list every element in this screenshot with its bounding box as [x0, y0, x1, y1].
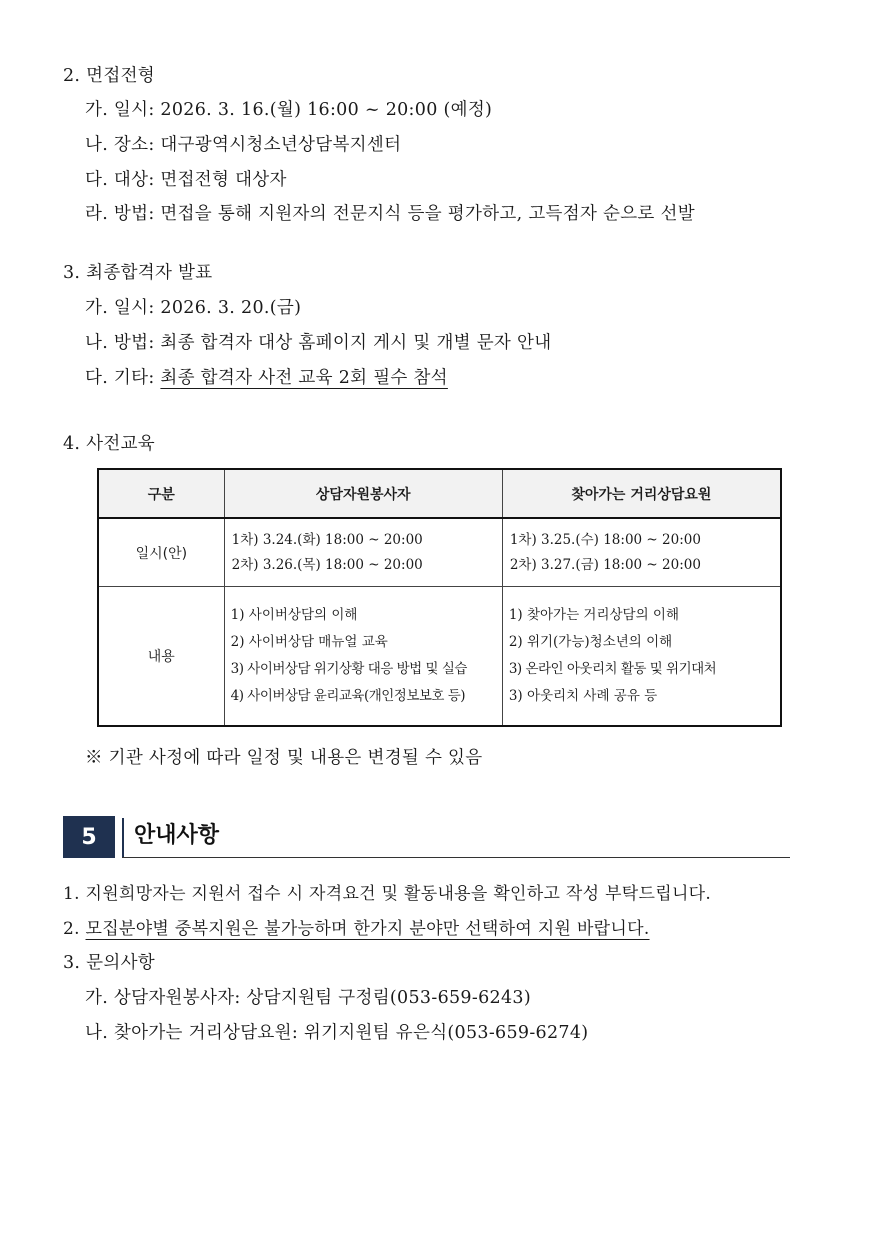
training-schedule-table: [97, 468, 782, 727]
cell-line: 2차) 3.26.(목) 18:00 ~ 20:00: [231, 556, 423, 573]
table-header: 찾아가는 거리상담요원: [502, 469, 781, 518]
table-cell: [503, 528, 780, 578]
cell-line: 4) 사이버상담 윤리교육(개인정보보호 등): [230, 688, 466, 704]
table-cell: [225, 528, 502, 578]
section-2-item: 라. 방법: 면접을 통해 지원자의 전문지식 등을 평가하고, 고득점자 순으로 선발: [85, 204, 695, 224]
cell-line: 1차) 3.24.(화) 18:00 ~ 20:00: [231, 531, 423, 548]
section-3-item: [85, 364, 448, 389]
section-3-heading: 3. 최종합격자 발표: [63, 263, 213, 283]
cell-line: 2차) 3.27.(금) 18:00 ~ 20:00: [509, 556, 701, 573]
notice-item-underlined: 모집분야별 중복지원은 불가능하며 한가지 분야만 선택하여 지원 바랍니다.: [85, 919, 650, 939]
section-3-item: 가. 일시: 2026. 3. 20.(금): [85, 298, 302, 318]
cell-line: 3) 온라인 아웃리치 활동 및 위기대처: [508, 661, 717, 677]
section-2-heading: 2. 면접전형: [63, 66, 155, 86]
notice-item: 3. 문의사항: [63, 953, 155, 973]
notice-item: [63, 914, 650, 939]
table-row: [98, 518, 781, 587]
section-4-heading: 4. 사전교육: [63, 434, 155, 454]
cell-line: 2) 사이버상담 매뉴얼 교육: [230, 634, 388, 650]
section-2-item: 가. 일시: 2026. 3. 16.(월) 16:00 ~ 20:00 (예정): [85, 100, 493, 120]
table-row-label: 내용: [98, 587, 224, 727]
section-underline: [122, 857, 790, 858]
section-divider: [122, 818, 124, 858]
cell-line: 2) 위기(가능)청소년의 이해: [508, 634, 673, 650]
section-3-item-prefix: 다. 기타:: [85, 368, 161, 388]
section-2-item: 나. 장소: 대구광역시청소년상담복지센터: [85, 135, 402, 155]
section-5-number-badge: 5: [63, 816, 115, 858]
table-cell: [503, 602, 780, 710]
contact-line: 가. 상담자원봉사자: 상담지원팀 구정림(053-659-6243): [85, 988, 531, 1008]
contact-line: 나. 찾아가는 거리상담요원: 위기지원팀 유은식(053-659-6274): [85, 1023, 589, 1043]
table-cell: [225, 602, 502, 710]
cell-line: 1차) 3.25.(수) 18:00 ~ 20:00: [509, 531, 701, 548]
table-header: 상담자원봉사자: [224, 469, 502, 518]
table-row-label: 일시(안): [98, 518, 224, 587]
section-2-item: 다. 대상: 면접전형 대상자: [85, 170, 287, 190]
notice-item-prefix: 2.: [63, 919, 86, 939]
table-header: 구분: [98, 469, 224, 518]
schedule-note: ※ 기관 사정에 따라 일정 및 내용은 변경될 수 있음: [85, 748, 483, 768]
section-3-item-underlined: 최종 합격자 사전 교육 2회 필수 참석: [160, 368, 448, 388]
section-5-title: 안내사항: [134, 823, 220, 848]
cell-line: 1) 찾아가는 거리상담의 이해: [508, 607, 679, 623]
cell-line: 3) 아웃리치 사례 공유 등: [508, 688, 658, 704]
table-row: [98, 587, 781, 727]
notice-item: 1. 지원희망자는 지원서 접수 시 자격요건 및 활동내용을 확인하고 작성 부탁드립니다.: [63, 884, 712, 904]
cell-line: 1) 사이버상담의 이해: [230, 607, 358, 623]
section-3-item: 나. 방법: 최종 합격자 대상 홈페이지 게시 및 개별 문자 안내: [85, 333, 552, 353]
cell-line: 3) 사이버상담 위기상황 대응 방법 및 실습: [230, 661, 467, 677]
